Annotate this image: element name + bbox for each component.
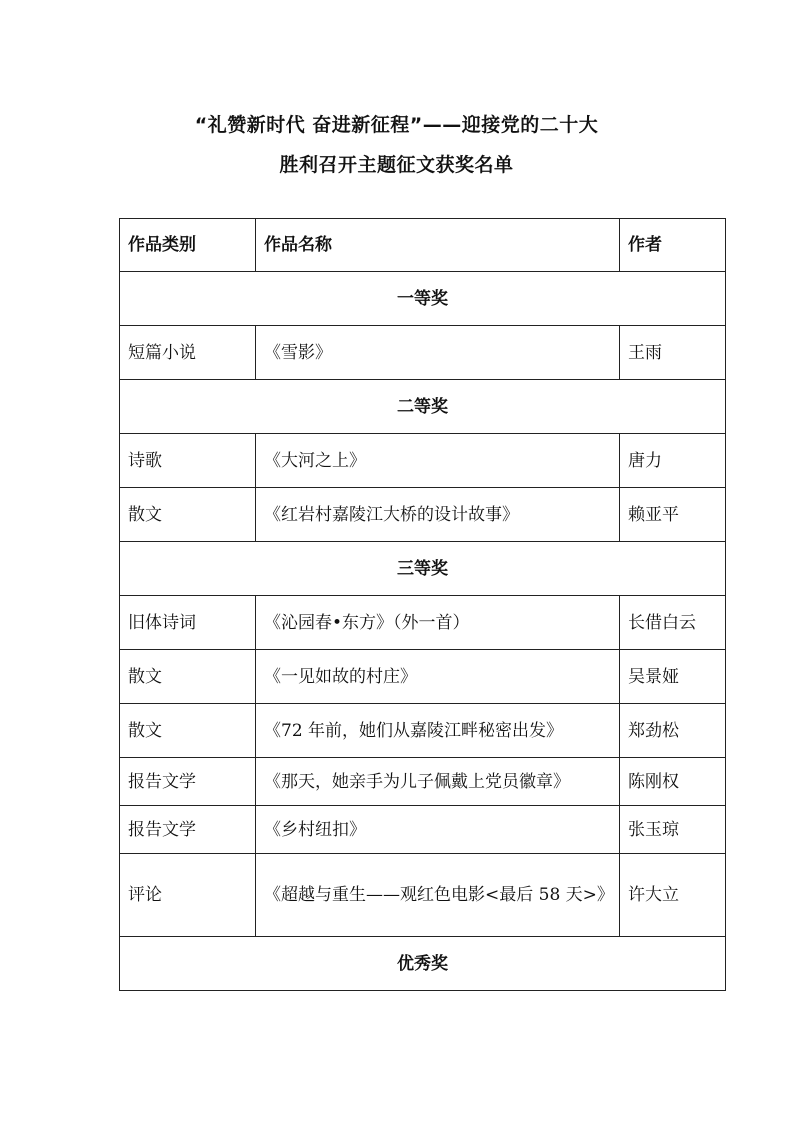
row-category: 旧体诗词 <box>120 596 256 650</box>
row-work-title: 《一见如故的村庄》 <box>256 650 620 704</box>
table-row <box>120 326 726 380</box>
row-author: 许大立 <box>620 854 726 937</box>
header-author: 作者 <box>620 219 726 272</box>
table-header-row <box>120 219 726 272</box>
row-category: 报告文学 <box>120 758 256 806</box>
row-work-title: 《72 年前，她们从嘉陵江畔秘密出发》 <box>256 704 620 758</box>
row-category: 散文 <box>120 488 256 542</box>
row-category: 散文 <box>120 650 256 704</box>
document-title-line-1: “礼赞新时代 奋进新征程”——迎接党的二十大 <box>194 114 599 136</box>
section-label: 二等奖 <box>120 380 726 434</box>
row-category: 散文 <box>120 704 256 758</box>
award-table <box>119 218 726 991</box>
section-label: 优秀奖 <box>120 937 726 991</box>
row-author: 郑劲松 <box>620 704 726 758</box>
table-row <box>120 650 726 704</box>
row-author: 张玉琼 <box>620 806 726 854</box>
document-title-line-2: 胜利召开主题征文获奖名单 <box>279 154 514 176</box>
table-row <box>120 434 726 488</box>
section-row-first-prize <box>120 272 726 326</box>
section-label: 三等奖 <box>120 542 726 596</box>
row-category: 报告文学 <box>120 806 256 854</box>
row-work-title: 《大河之上》 <box>256 434 620 488</box>
row-work-title: 《超越与重生——观红色电影<最后 58 天>》 <box>256 854 620 937</box>
row-category: 评论 <box>120 854 256 937</box>
row-author: 赖亚平 <box>620 488 726 542</box>
row-work-title: 《那天，她亲手为儿子佩戴上党员徽章》 <box>256 758 620 806</box>
table-row <box>120 854 726 937</box>
table-row <box>120 758 726 806</box>
row-work-title: 《雪影》 <box>256 326 620 380</box>
table-row <box>120 704 726 758</box>
section-row-second-prize <box>120 380 726 434</box>
row-author: 王雨 <box>620 326 726 380</box>
section-label: 一等奖 <box>120 272 726 326</box>
row-work-title: 《沁园春•东方》（外一首） <box>256 596 620 650</box>
row-category: 诗歌 <box>120 434 256 488</box>
section-row-excellence-prize <box>120 937 726 991</box>
table-row <box>120 806 726 854</box>
row-category: 短篇小说 <box>120 326 256 380</box>
row-author: 长借白云 <box>620 596 726 650</box>
row-author: 陈刚权 <box>620 758 726 806</box>
row-work-title: 《红岩村嘉陵江大桥的设计故事》 <box>256 488 620 542</box>
header-category: 作品类别 <box>120 219 256 272</box>
header-work-title: 作品名称 <box>256 219 620 272</box>
section-row-third-prize <box>120 542 726 596</box>
row-work-title: 《乡村纽扣》 <box>256 806 620 854</box>
table-row <box>120 596 726 650</box>
row-author: 吴景娅 <box>620 650 726 704</box>
table-row <box>120 488 726 542</box>
row-author: 唐力 <box>620 434 726 488</box>
